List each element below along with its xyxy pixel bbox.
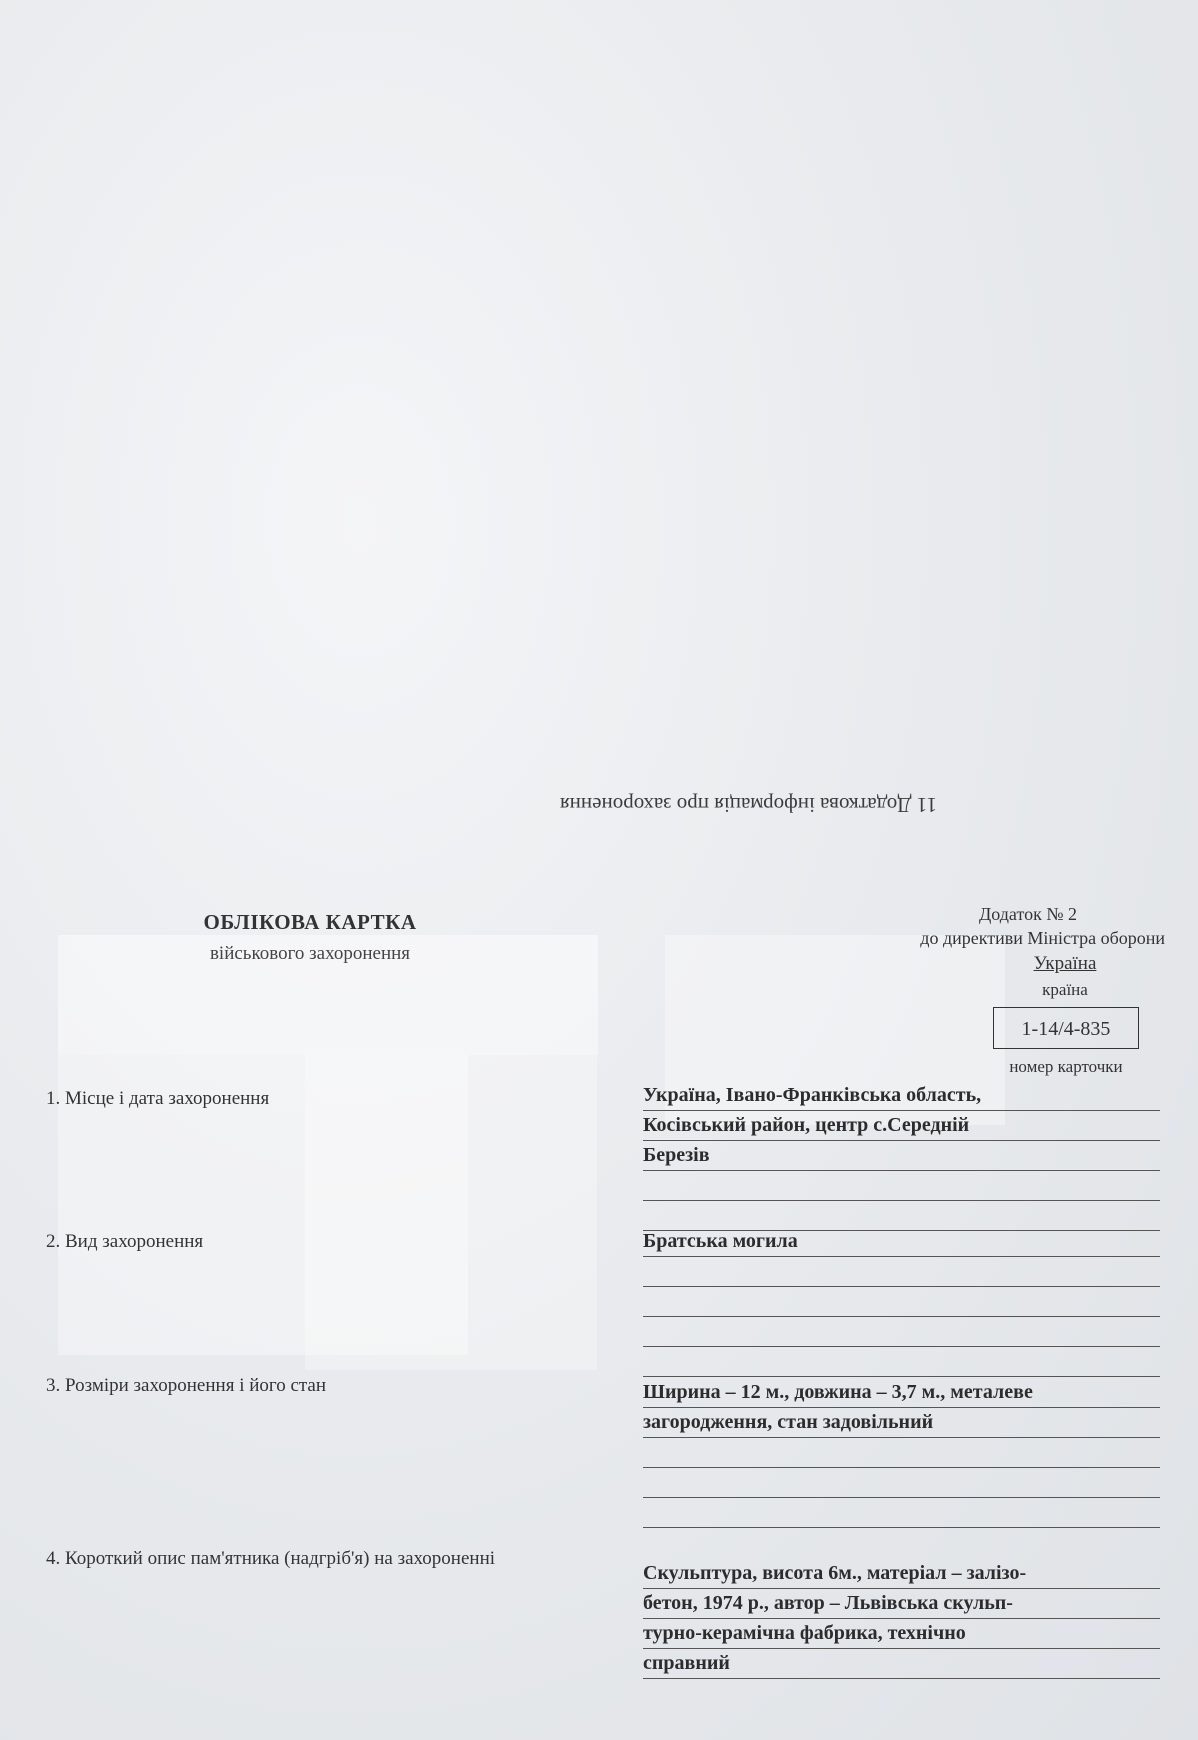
field-1-label: 1. Місце і дата захоронення [46,1088,270,1109]
rule-line [643,1678,1160,1679]
rule-line [643,1467,1160,1468]
rule-line [643,1527,1160,1528]
rule-line [643,1376,1160,1377]
field-2-label: 2. Вид захоронення [46,1231,204,1252]
card-number-caption: номер карточки [1009,1057,1123,1076]
field-4-line-4: справний [643,1652,730,1674]
country-value: Україна [1033,953,1097,974]
rule-line [643,1200,1160,1201]
rule-line [643,1316,1160,1317]
card-title: ОБЛІКОВА КАРТКА [203,910,417,934]
rule-line [643,1110,1160,1111]
field-2-line-1: Братська могила [643,1230,798,1252]
rule-line [643,1648,1160,1649]
appendix-number: Додаток № 2 [979,904,1077,924]
rule-line [643,1588,1160,1589]
field-3-label: 3. Розміри захоронення і його стан [46,1375,327,1396]
appendix-directive: до директиви Міністра оборони [920,928,1165,948]
rule-line [643,1256,1160,1257]
rule-line [643,1618,1160,1619]
field-4-line-2: бетон, 1974 р., автор – Львівська скульп- [643,1592,1013,1614]
rule-line [643,1140,1160,1141]
rule-line [643,1497,1160,1498]
rule-line [643,1286,1160,1287]
rule-line [643,1170,1160,1171]
field-4-line-1: Скульптура, висота 6м., матеріал – залізо- [643,1562,1027,1584]
field-3-line-2: загородження, стан задовільний [643,1411,934,1433]
field-1-line-2: Косівський район, центр с.Середній [643,1114,970,1136]
field-3-line-1: Ширина – 12 м., довжина – 3,7 м., металеве [643,1381,1033,1403]
field-1-line-1: Україна, Івано-Франківська область, [643,1084,982,1106]
rule-line [643,1407,1160,1408]
field-4-label: 4. Короткий опис пам'ятника (надгріб'я) на захороненні [46,1548,496,1569]
field-4-line-3: турно-керамічна фабрика, технічно [643,1622,966,1644]
appendix-note [820,902,1165,950]
mirrored-back-side-text: 11 Додаткова інформація про захоронення [560,793,937,817]
rule-line [643,1346,1160,1347]
field-1-line-3: Березів [643,1144,710,1166]
card-number-box: 1-14/4-835 [993,1007,1139,1049]
country-caption: країна [1042,980,1088,999]
card-subtitle: військового захоронення [209,943,411,964]
rule-line [643,1437,1160,1438]
